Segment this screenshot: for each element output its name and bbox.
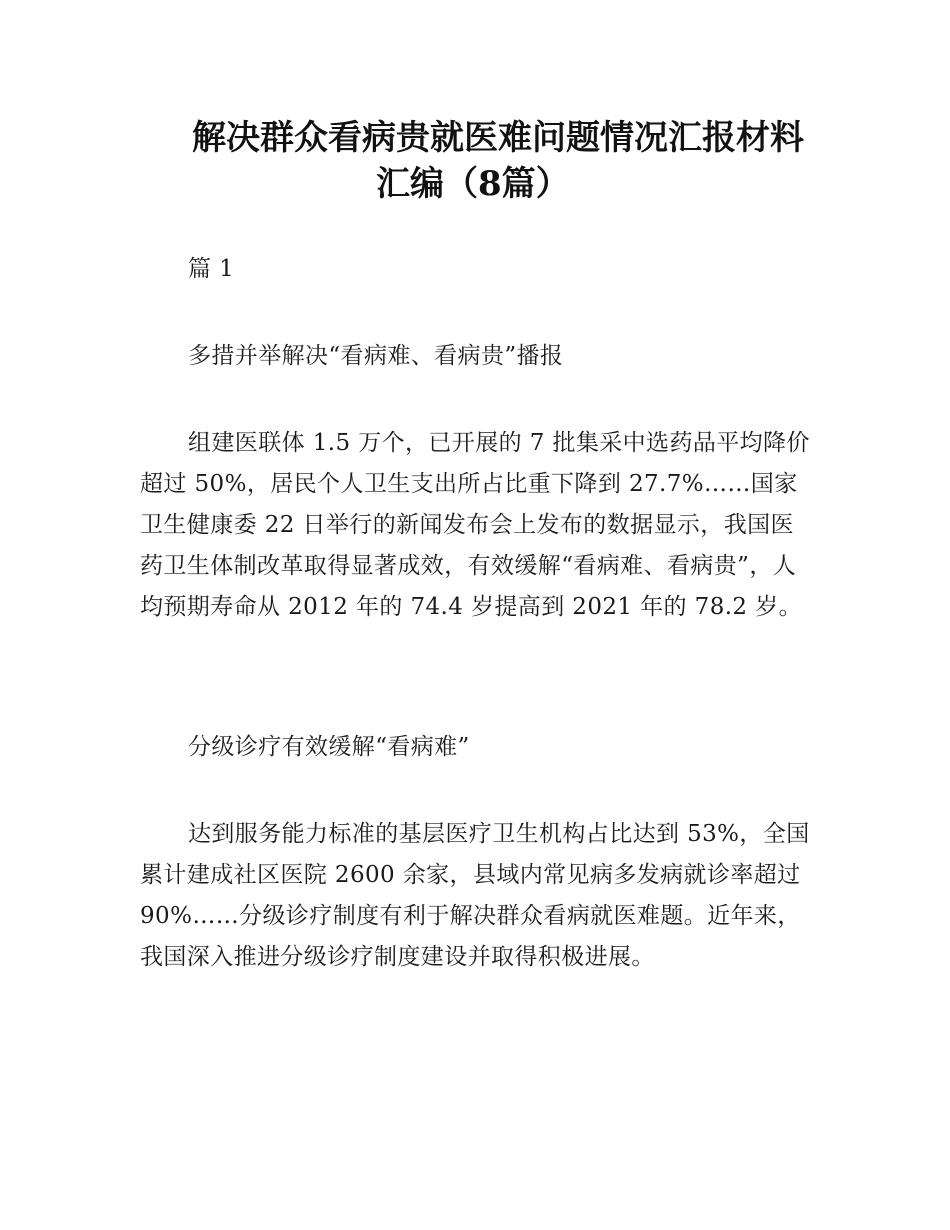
section-label: 篇 1: [188, 256, 235, 282]
paragraph-2: 达到服务能力标准的基层医疗卫生机构占比达到 53%，全国累计建成社区医院 2600 余家，县域内常见病多发病就诊率超过 90%……分级诊疗制度有利于解决群众看病就医难题。近年来，我国深入推进分级诊疗制度建设并取得积极进展。: [140, 821, 810, 970]
document-title-line-2: 汇编（8篇）: [376, 164, 570, 204]
paragraph-1: 组建医联体 1.5 万个，已开展的 7 批集采中选药品平均降价超过 50%，居民个人卫生支出所占比重下降到 27.7%……国家卫生健康委 22 日举行的新闻发布会上发布的数据显示，我国医药卫生体制改革取得显著成效，有效缓解“看病难、看病贵”，人均预期寿命从 2012 年的 74.4 岁提高到 2021 年的 78.2 岁。: [140, 430, 810, 620]
section-heading-1: 多措并举解决“看病难、看病贵”播报: [188, 343, 564, 369]
section-heading-2: 分级诊疗有效缓解“看病难”: [188, 734, 470, 760]
document-title-line-1: 解决群众看病贵就医难问题情况汇报材料: [192, 118, 804, 158]
